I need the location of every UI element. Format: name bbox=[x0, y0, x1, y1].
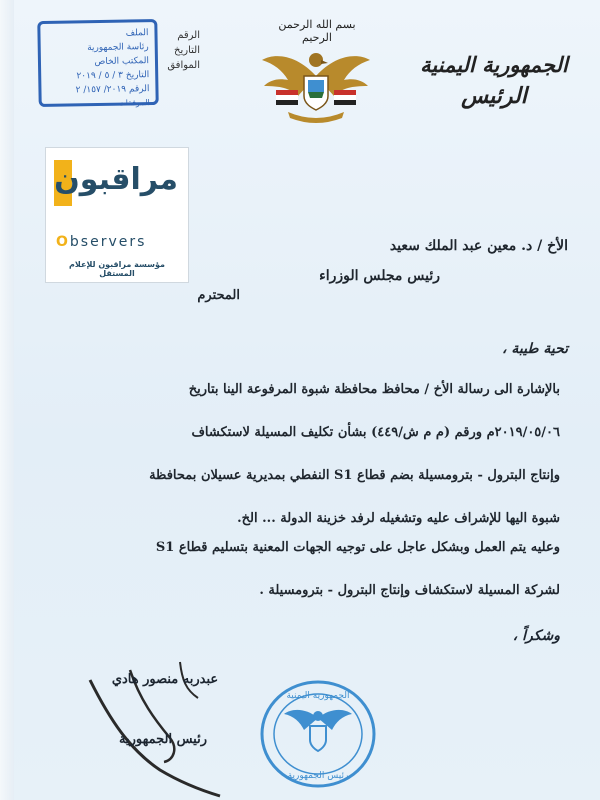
stamp-line-3: المكتب الخاص bbox=[94, 56, 150, 68]
reference-labels bbox=[160, 28, 200, 73]
seal-bottom-text: رئيس الجمهورية bbox=[287, 771, 349, 781]
addressee-title: رئيس مجلس الوزراء bbox=[319, 268, 440, 284]
observers-logo bbox=[46, 148, 188, 282]
reception-stamp bbox=[37, 19, 158, 107]
ref-number-label: الرقم bbox=[177, 30, 200, 41]
country-name: الجمهورية اليمنية bbox=[420, 52, 568, 77]
ref-date-label: التاريخ bbox=[174, 45, 200, 56]
paragraph-line: ٢٠١٩/٠٥/٠٦م ورقم (م م ش/٤٤٩) بشأن تكليف المسيلة لاستكشاف bbox=[191, 425, 560, 440]
stamp-line-4: التاريخ ٣ / ٥ / ٢٠١٩ bbox=[76, 70, 150, 82]
paragraph-line: وإنتاج البترول - بترومسيلة بضم قطاع S1 النفطي بمديرية عسيلان بمحافظة bbox=[149, 468, 560, 483]
letter-paragraph-1 bbox=[90, 368, 560, 540]
paragraph-line: لشركة المسيلة لاستكشاف وإنتاج البترول - بترومسيلة . bbox=[259, 583, 560, 598]
signatory-title: رئيس الجمهورية bbox=[119, 732, 207, 747]
greeting: تحية طيبة ، bbox=[501, 341, 568, 357]
signatory-name: عبدربه منصور هادي bbox=[111, 672, 219, 687]
logo-latin-o: O bbox=[56, 234, 70, 250]
presidential-seal-icon bbox=[258, 678, 378, 790]
logo-latin-rest: bservers bbox=[69, 234, 147, 250]
paragraph-line: شبوة اليها للإشراف عليه وتشغيله لرفد خزينة الدولة ... الخ. bbox=[237, 511, 560, 526]
logo-arabic-text: مراقبون bbox=[54, 162, 178, 197]
republic-eagle-icon bbox=[258, 46, 374, 124]
paragraph-line: بالإشارة الى رسالة الأخ / محافظ محافظة شبوة المرفوعة الينا بتاريخ bbox=[188, 382, 560, 397]
addressee-name: الأخ / د. معين عبد الملك سعيد bbox=[389, 238, 568, 254]
stamp-line-5: الرقم ٢٠١٩/ ١٥٧/ ٢ bbox=[75, 84, 150, 96]
stamp-line-2: رئاسة الجمهورية bbox=[87, 42, 149, 54]
office-name: الرئيس bbox=[461, 83, 527, 109]
stamp-line-1: الملف bbox=[125, 28, 149, 39]
stamp-line-6: المرفقات bbox=[118, 98, 150, 108]
ref-attachments-label: الموافق bbox=[167, 60, 200, 71]
letter-paragraph-2 bbox=[90, 526, 560, 612]
respected-label: المحترم bbox=[197, 288, 240, 303]
seal-top-text: الجمهورية اليمنية bbox=[286, 691, 350, 701]
paragraph-line: وعليه يتم العمل وبشكل عاجل على توجيه الجهات المعنية بتسليم قطاع S1 bbox=[155, 540, 560, 555]
letterhead bbox=[414, 52, 574, 109]
basmala: بسم الله الرحمن الرحيم bbox=[278, 18, 356, 44]
logo-tagline: مؤسسة مراقبون للإعلام المستقل bbox=[69, 260, 165, 278]
closing-thanks: وشكراً ، bbox=[512, 628, 560, 644]
